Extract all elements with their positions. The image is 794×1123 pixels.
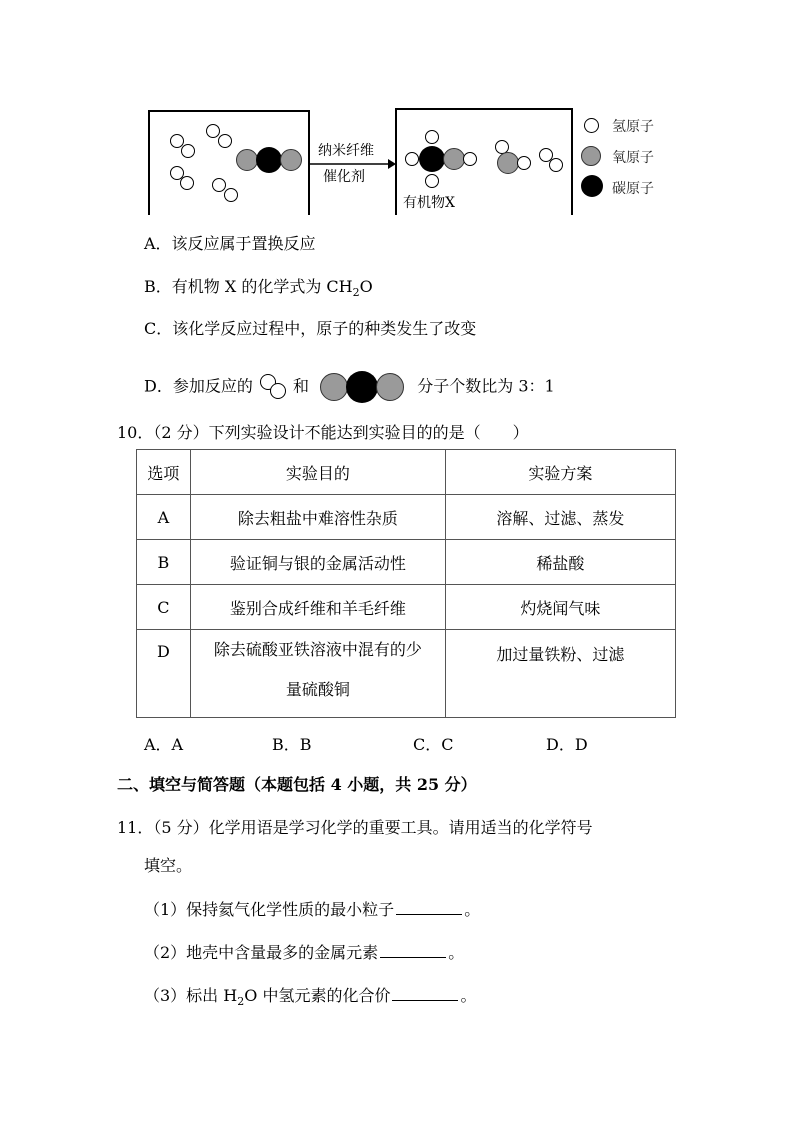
q9-option-d-prefix: D．参加反应的 — [144, 376, 253, 396]
q11-stem-line2: 填空。 — [144, 856, 193, 875]
subscript: 2 — [352, 286, 360, 300]
row-purpose-line2: 量硫酸铜 — [285, 680, 350, 699]
row-option: C — [137, 585, 191, 630]
q11-item3 — [144, 983, 476, 1008]
q11-item3-prefix: （3）标出 H — [144, 986, 238, 1005]
row-plan: 灼烧闻气味 — [445, 585, 675, 630]
oxygen-atom — [280, 149, 302, 171]
oxygen-atom — [443, 148, 465, 170]
header-plan: 实验方案 — [445, 450, 675, 495]
row-purpose: 鉴别合成纤维和羊毛纤维 — [190, 585, 445, 630]
hydrogen-atom — [425, 174, 439, 188]
section-title: 二、填空与简答题（本题包括 4 小题，共 25 分） — [117, 775, 477, 794]
answer-blank — [392, 999, 458, 1001]
hydrogen-atom — [463, 152, 477, 166]
header-purpose: 实验目的 — [190, 450, 445, 495]
q9-option-d-suffix: 分子个数比为 3：1 — [417, 376, 555, 396]
q11-item1-text: （1）保持氦气化学性质的最小粒子 — [144, 900, 395, 919]
table-row — [137, 585, 676, 630]
q9-option-a: A．该反应属于置换反应 — [144, 234, 316, 253]
carbon-atom — [581, 175, 603, 197]
q9-option-b-suffix: O — [359, 277, 373, 296]
q11-stem-line1: 11．（5 分）化学用语是学习化学的重要工具。请用适当的化学符号 — [117, 818, 593, 837]
row-plan: 稀盐酸 — [445, 540, 675, 585]
hydrogen-atom — [425, 130, 439, 144]
answer-blank — [380, 956, 446, 958]
oxygen-atom — [581, 146, 601, 166]
hydrogen-atom — [206, 124, 220, 138]
row-plan: 加过量铁粉、过滤 — [445, 630, 675, 718]
table-header-row — [137, 450, 676, 495]
q9-option-b-text: B．有机物 X 的化学式为 CH — [144, 277, 353, 296]
row-purpose — [190, 630, 445, 718]
hydrogen-atom — [181, 144, 195, 158]
row-plan: 溶解、过滤、蒸发 — [445, 495, 675, 540]
row-purpose: 除去粗盐中难溶性杂质 — [190, 495, 445, 540]
q9-option-c: C．该化学反应过程中，原子的种类发生了改变 — [144, 319, 477, 338]
product-label: 有机物X — [403, 195, 455, 211]
reactants-box — [148, 110, 310, 215]
table-row — [137, 495, 676, 540]
legend-hydrogen-label: 氢原子 — [612, 119, 654, 135]
q10-stem: 10．（2 分）下列实验设计不能达到实验目的的是（ ） — [117, 423, 529, 442]
hydrogen-atom — [517, 156, 531, 170]
row-option: B — [137, 540, 191, 585]
hydrogen-atom — [212, 178, 226, 192]
products-box — [395, 108, 573, 215]
q9-option-d — [144, 371, 555, 403]
hydrogen-atom — [218, 134, 232, 148]
row-purpose-line1: 除去硫酸亚铁溶液中混有的少 — [213, 640, 422, 659]
period: 。 — [464, 900, 481, 919]
table-row — [137, 540, 676, 585]
header-option: 选项 — [137, 450, 191, 495]
row-option: A — [137, 495, 191, 540]
hydrogen-atom — [224, 188, 238, 202]
oxygen-atom — [497, 152, 519, 174]
q10-table — [136, 449, 676, 718]
q10-choice-c: C．C — [413, 735, 454, 754]
q10-choice-d: D．D — [546, 735, 588, 754]
subscript: 2 — [237, 995, 245, 1009]
q11-item1 — [144, 897, 480, 920]
oxygen-atom — [236, 149, 258, 171]
q10-choice-a: A．A — [144, 735, 184, 754]
q9-option-d-mid: 和 — [293, 376, 310, 396]
q11-item3-suffix: O 中氢元素的化合价 — [244, 986, 391, 1005]
answer-blank — [396, 913, 462, 915]
q11-item2-text: （2）地壳中含量最多的金属元素 — [144, 943, 379, 962]
hydrogen-atom — [584, 118, 599, 133]
table-row — [137, 630, 676, 718]
period: 。 — [448, 943, 465, 962]
legend-carbon-label: 碳原子 — [612, 181, 654, 197]
legend-oxygen-label: 氧原子 — [612, 150, 654, 166]
carbon-dioxide-molecule-icon — [320, 371, 406, 403]
q9-option-b — [144, 274, 373, 299]
q11-item2 — [144, 940, 464, 963]
carbon-atom — [419, 146, 445, 172]
hydrogen-atom — [405, 152, 419, 166]
arrow-top-label: 纳米纤维 — [318, 143, 374, 159]
hydrogen-atom — [549, 158, 563, 172]
reaction-diagram — [140, 100, 700, 215]
row-option: D — [137, 630, 191, 718]
q10-choice-b: B．B — [272, 735, 312, 754]
arrow-bottom-label: 催化剂 — [323, 169, 365, 185]
period: 。 — [460, 986, 477, 1005]
hydrogen-atom — [180, 176, 194, 190]
row-purpose: 验证铜与银的金属活动性 — [190, 540, 445, 585]
hydrogen-molecule-icon — [258, 374, 288, 400]
carbon-atom — [256, 147, 282, 173]
